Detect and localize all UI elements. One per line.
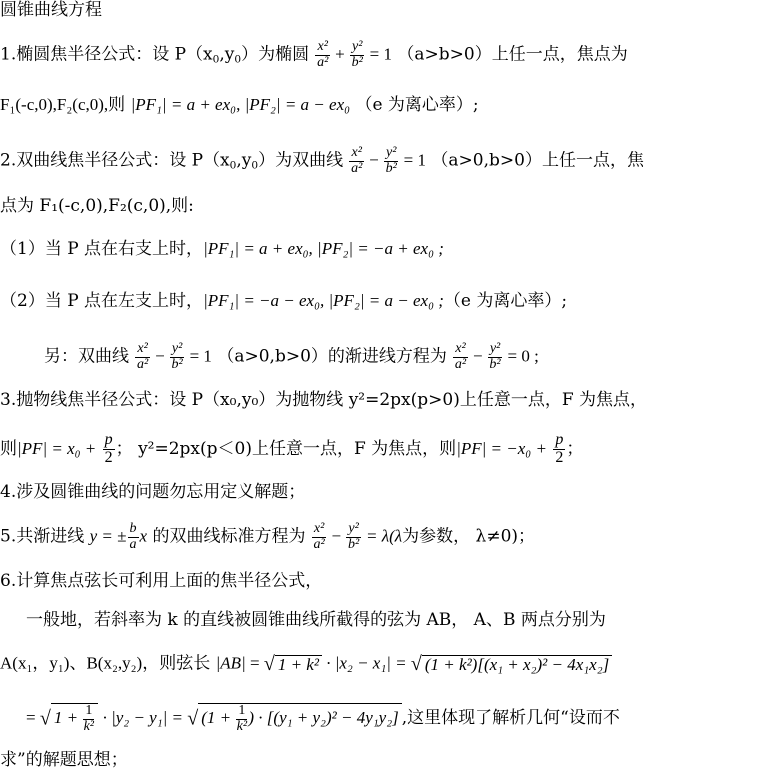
sqrt-2: √ (1 + k²)[(x₁ + x₂)² − 4x₁x₂] (411, 654, 612, 674)
hyperbola-y-fraction: $\frac{\text{y²}}{\text{b²}}$ (385, 145, 397, 176)
item6-line1: 6.计算焦点弦长可利用上面的焦半径公式， (0, 571, 323, 591)
item1-line1: 1.椭圆焦半径公式：设 $P(x_0,y_0)$为椭圆 $\frac{\text{x²}}{\text{a²}}$ + $\frac{\text{y²}}{\text{b²}}$ = 1 （a>b>0）上任一点，焦点为 (0, 39, 628, 70)
ellipse-y-fraction: $\frac{\text{y²}}{\text{b²}}$ (351, 39, 363, 70)
chord-length-ab: |AB| (215, 653, 246, 673)
parabola-pf-formula-1: |PF| = x₀ + (17, 438, 97, 458)
item2-line2: 点为 F₁(-c,0),F₂(c,0),则: (0, 196, 194, 216)
parabola-pf-formula-2: |PF| = −x₀ + (456, 438, 547, 458)
ellipse-pf2-formula: |PF₂| = a − ex₀ (244, 95, 351, 114)
page-title: 圆锥曲线方程 (0, 0, 102, 20)
ellipse-pf1-formula: |PF₁| = a + ex₀ (130, 95, 237, 114)
hyperbola-x-fraction: $\frac{\text{x²}}{\text{a²}}$ (351, 145, 363, 176)
item2-case2: （2）当 P 点在左支上时，|PF₁| = −a − ex₀, |PF₂| = a − ex₀ ;（e 为离心率）; (0, 291, 568, 311)
item3-line2: 则|PF| = x₀ + $\frac{p}{2}$ ； y²=2px(p＜0)上任意一点，F 为焦点，则|PF| = −x₀ + $\frac{p}{2}$ ； (0, 431, 584, 466)
sqrt-3: √ 1 + $\frac{1}{\text{k²}}$ (40, 703, 98, 734)
item6-line2: 一般地，若斜率为 k 的直线被圆锥曲线所截得的弦为 AB， A、B 两点分别为 (26, 610, 606, 630)
case2-formula: |PF₁| = −a − ex₀, |PF₂| = a − ex₀ ; (203, 291, 444, 310)
ellipse-x-fraction: $\frac{\text{x²}}{\text{a²}}$ (317, 39, 329, 70)
case1-formula: |PF₁| = a + ex₀, |PF₂| = −a + ex₀ ; (203, 239, 444, 258)
item2-line1: 2.双曲线焦半径公式：设 $P(x_0,y_0)$为双曲线 $\frac{\text{x²}}{\text{a²}}$ − $\frac{\text{y²}}{\text{b²}}$ = 1 （a>0,b>0）上任一点，焦 (0, 145, 644, 176)
sqrt-4: √ (1 + $\frac{1}{\text{k²}}$ ) · [(y₁ + y₂)² − 4y₁y₂] (187, 703, 401, 734)
item6-line3: A(x₁，y₁)、B(x₂,y₂)，则弦长 |AB| = √ 1 + k² · |x₂ − x₁| = √ (1 + k²)[(x₁ + x₂)² − 4x₁x₂] (0, 654, 612, 674)
item4-line: 4.涉及圆锥曲线的问题勿忘用定义解题； (0, 482, 306, 502)
item2-case1: （1）当 P 点在右支上时，|PF₁| = a + ex₀, |PF₂| = −a + ex₀ ; (0, 239, 444, 259)
item5-line: 5.共渐进线 y = ± $\frac{b}{a}$ x 的双曲线标准方程为 $\frac{\text{x²}}{\text{a²}}$ − $\frac{\text{y²}}{\text{b²}}$ = λ(λ为参数， λ≠0)； (0, 521, 536, 552)
sqrt-1: √ 1 + k² (264, 654, 322, 674)
item3-line1: 3.抛物线焦半径公式：设 P（x₀,y₀）为抛物线 y²=2px(p>0)上任意一点，F 为焦点， (0, 390, 648, 410)
item6-line4: = √ 1 + $\frac{1}{\text{k²}}$ · |y₂ − y₁| = √ (1 + $\frac{1}{\text{k²}}$ ) · [(y₁ + y₂)² − 4y₁y₂] ,这里体现了解析几何“设而不 (26, 703, 620, 734)
item6-line5: 求”的解题思想； (0, 750, 128, 770)
item1-line2: F₁(-c,0),F₂(c,0),则 |PF₁| = a + ex₀, |PF₂| = a − ex₀ （e 为离心率）; (0, 95, 479, 115)
item2-asymptote-line: 另：双曲线 $\frac{\text{x²}}{\text{a²}}$ − $\frac{\text{y²}}{\text{b²}}$ = 1 （a>0,b>0）的渐进线方程为 $\frac{\text{x²}}{\text{a²}}$ − $\frac{\text{y²}}{\text{b²}}$ = 0 ; (44, 341, 539, 372)
